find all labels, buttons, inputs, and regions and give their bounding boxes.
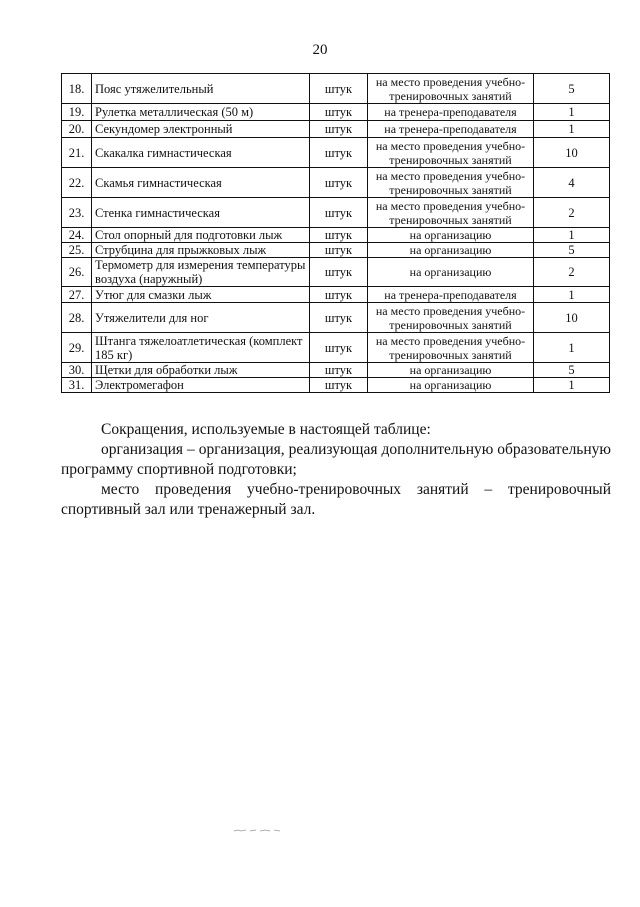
row-number-cell: 27. (62, 287, 92, 303)
quantity-cell: 1 (534, 378, 610, 393)
unit-cell: штук (310, 333, 368, 363)
table-row (62, 378, 610, 393)
place-definition (61, 480, 611, 500)
row-number-cell: 28. (62, 303, 92, 333)
table-row (62, 287, 610, 303)
item-name-cell: Термометр для измерения температуры воздуха (наружный) (92, 258, 310, 287)
table-row (62, 121, 610, 138)
row-number-cell: 22. (62, 168, 92, 198)
unit-cell: штук (310, 121, 368, 138)
quantity-cell: 1 (534, 104, 610, 121)
row-number-cell: 29. (62, 333, 92, 363)
unit-cell: штук (310, 74, 368, 104)
unit-cell: штук (310, 228, 368, 243)
item-name-cell: Стенка гимнастическая (92, 198, 310, 228)
allocation-cell: на организацию (368, 258, 534, 287)
organization-definition: организация – организация, реализующая дополнительную образовательную программу спортивной подготовки; (61, 441, 611, 478)
item-name-cell: Рулетка металлическая (50 м) (92, 104, 310, 121)
unit-cell: штук (310, 378, 368, 393)
table-row (62, 333, 610, 363)
quantity-cell: 10 (534, 138, 610, 168)
item-name-cell: Секундомер электронный (92, 121, 310, 138)
allocation-cell: на организацию (368, 243, 534, 258)
table-row (62, 74, 610, 104)
unit-cell: штук (310, 168, 368, 198)
abbreviations-notes (61, 420, 611, 520)
unit-cell: штук (310, 243, 368, 258)
table-row (62, 198, 610, 228)
page-number: 20 (312, 42, 328, 58)
table-row (62, 243, 610, 258)
row-number-cell: 25. (62, 243, 92, 258)
quantity-cell: 10 (534, 303, 610, 333)
table-row (62, 258, 610, 287)
item-name-cell: Утяжелители для ног (92, 303, 310, 333)
item-name-cell: Утюг для смазки лыж (92, 287, 310, 303)
row-number-cell: 24. (62, 228, 92, 243)
item-name-cell: Скамья гимнастическая (92, 168, 310, 198)
quantity-cell: 5 (534, 363, 610, 378)
allocation-cell: на место проведения учебно-тренировочных занятий (368, 74, 534, 104)
table-row (62, 363, 610, 378)
allocation-cell: на тренера-преподавателя (368, 121, 534, 138)
unit-cell: штук (310, 258, 368, 287)
allocation-cell: на место проведения учебно-тренировочных занятий (368, 198, 534, 228)
quantity-cell: 5 (534, 243, 610, 258)
table-row (62, 104, 610, 121)
item-name-cell: Струбцина для прыжковых лыж (92, 243, 310, 258)
quantity-cell: 1 (534, 333, 610, 363)
allocation-cell: на организацию (368, 363, 534, 378)
place-definition-continuation: спортивный зал или тренажерный зал. (61, 501, 316, 518)
row-number-cell: 30. (62, 363, 92, 378)
unit-cell: штук (310, 303, 368, 333)
item-name-cell: Штанга тяжелоатлетическая (комплект 185 кг) (92, 333, 310, 363)
unit-cell: штук (310, 363, 368, 378)
place-definition-line-1: место проведения учебно-тренировочных занятий – тренировочный (101, 481, 611, 498)
quantity-cell: 4 (534, 168, 610, 198)
table-row (62, 138, 610, 168)
quantity-cell: 2 (534, 258, 610, 287)
item-name-cell: Пояс утяжелительный (92, 74, 310, 104)
equipment-table-body (62, 74, 610, 393)
table-row (62, 228, 610, 243)
unit-cell: штук (310, 198, 368, 228)
unit-cell: штук (310, 138, 368, 168)
row-number-cell: 18. (62, 74, 92, 104)
equipment-table (61, 73, 610, 393)
item-name-cell: Скакалка гимнастическая (92, 138, 310, 168)
notes-heading: Сокращения, используемые в настоящей таблице: (101, 421, 431, 438)
allocation-cell: на место проведения учебно-тренировочных занятий (368, 303, 534, 333)
row-number-cell: 21. (62, 138, 92, 168)
scan-artifact (232, 826, 292, 834)
allocation-cell: на тренера-преподавателя (368, 104, 534, 121)
row-number-cell: 26. (62, 258, 92, 287)
row-number-cell: 20. (62, 121, 92, 138)
allocation-cell: на тренера-преподавателя (368, 287, 534, 303)
quantity-cell: 1 (534, 121, 610, 138)
table-row (62, 168, 610, 198)
table-row (62, 303, 610, 333)
row-number-cell: 19. (62, 104, 92, 121)
unit-cell: штук (310, 287, 368, 303)
row-number-cell: 31. (62, 378, 92, 393)
quantity-cell: 1 (534, 228, 610, 243)
allocation-cell: на место проведения учебно-тренировочных занятий (368, 333, 534, 363)
allocation-cell: на место проведения учебно-тренировочных занятий (368, 168, 534, 198)
allocation-cell: на организацию (368, 378, 534, 393)
allocation-cell: на место проведения учебно-тренировочных занятий (368, 138, 534, 168)
quantity-cell: 5 (534, 74, 610, 104)
allocation-cell: на организацию (368, 228, 534, 243)
quantity-cell: 1 (534, 287, 610, 303)
item-name-cell: Стол опорный для подготовки лыж (92, 228, 310, 243)
row-number-cell: 23. (62, 198, 92, 228)
item-name-cell: Электромегафон (92, 378, 310, 393)
unit-cell: штук (310, 104, 368, 121)
quantity-cell: 2 (534, 198, 610, 228)
item-name-cell: Щетки для обработки лыж (92, 363, 310, 378)
